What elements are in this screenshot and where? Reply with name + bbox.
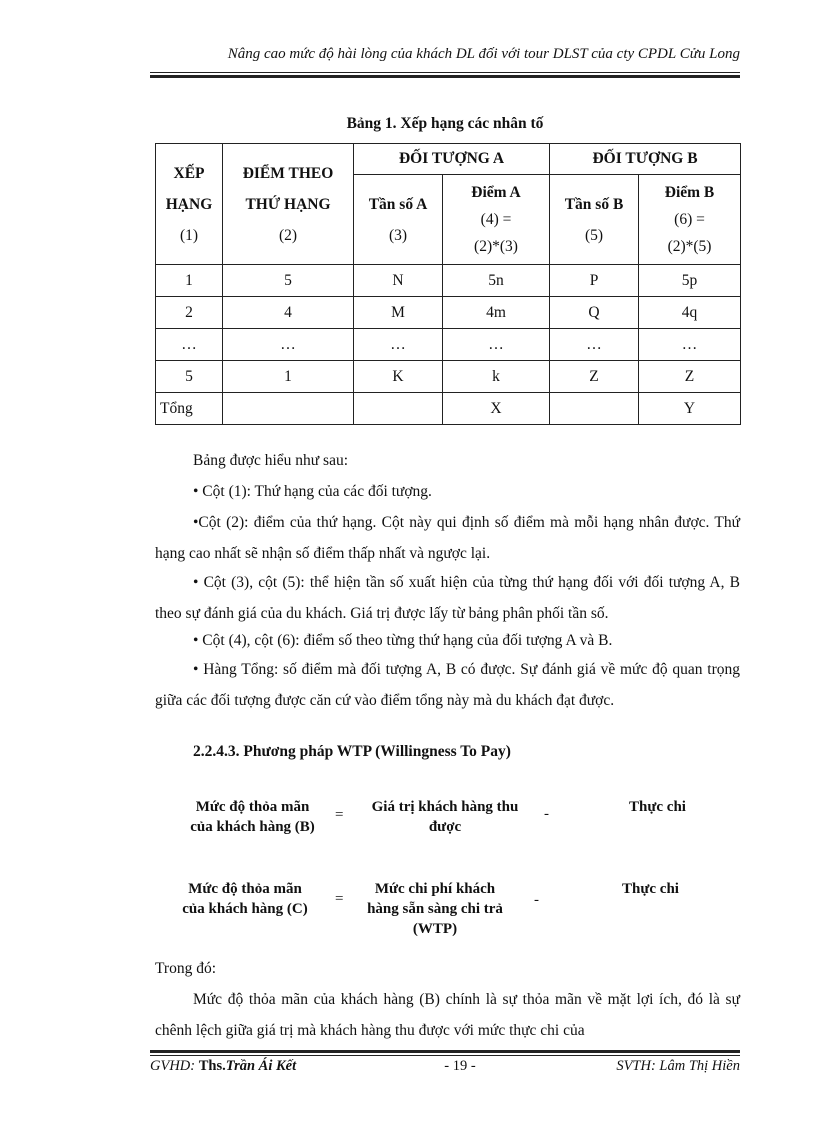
table-row: 5 1 K k Z Z	[156, 361, 741, 393]
formula-b-right: Thực chi	[629, 799, 686, 815]
formula-b-left: Mức độ thỏa mãn của khách hàng (B)	[190, 799, 315, 835]
header-score-a: Điểm A (4) = (2)*(3)	[443, 175, 550, 265]
section-heading-wtp: 2.2.4.3. Phương pháp WTP (Willingness To Pay)	[193, 743, 511, 760]
footer-advisor: GVHD: Ths.Trần Ái Kết	[150, 1058, 297, 1074]
formula-c-minus: -	[534, 892, 539, 908]
header-rank-score: ĐIỂM THEO THỨ HẠNG (2)	[223, 144, 354, 265]
header-rule-thin	[150, 72, 740, 73]
table-caption: Bảng 1. Xếp hạng các nhân tố	[346, 115, 544, 132]
header-group-a: ĐỐI TƯỢNG A	[354, 144, 550, 175]
footer-rule-thin	[150, 1055, 740, 1056]
paragraph-explanation: Mức độ thỏa mãn của khách hàng (B) chính là sự thỏa mãn về mặt lợi ích, đó là sự chênh lệch giữa giá trị mà khách hàng thu được với mức thực chi của	[155, 991, 740, 1039]
table-row-total: Tổng X Y	[156, 393, 741, 425]
header-freq-b: Tần số B (5)	[550, 175, 639, 265]
table-row: … … … … … …	[156, 329, 741, 361]
paragraph-total-row: • Hàng Tổng: số điểm mà đối tượng A, B có được. Sự đánh giá về mức độ quan trọng giữa các đối tượng được căn cứ vào điểm tổng này mà du khách đạt được.	[155, 661, 740, 709]
ranking-table	[155, 143, 741, 425]
formula-c-mid: Mức chi phí khách hàng sẵn sàng chi trả (WTP)	[367, 881, 503, 937]
header-title: Nâng cao mức độ hài lòng của khách DL đối với tour DLST của cty CPDL Cửu Long	[227, 46, 740, 62]
paragraph-intro: Bảng được hiểu như sau:	[193, 452, 348, 469]
paragraph-where: Trong đó:	[155, 960, 217, 977]
formula-b-minus: -	[544, 806, 549, 822]
paragraph-col1: • Cột (1): Thứ hạng của các đối tượng.	[193, 483, 432, 500]
footer-student: SVTH: Lâm Thị Hiền	[616, 1058, 740, 1074]
paragraph-col2: •Cột (2): điểm của thứ hạng. Cột này qui định số điểm mà mỗi hạng nhân được. Thứ hạng cao nhất sẽ nhận số điểm thấp nhất và ngược lại.	[155, 514, 740, 562]
formula-b-equals: =	[335, 807, 344, 823]
paragraph-col4-col6: • Cột (4), cột (6): điểm số theo từng thứ hạng của đối tượng A và B.	[193, 632, 613, 649]
formula-c-equals: =	[335, 891, 344, 907]
formula-b-mid: Giá trị khách hàng thu được	[371, 799, 519, 835]
header-score-b: Điểm B (6) = (2)*(5)	[639, 175, 741, 265]
header-group-b: ĐỐI TƯỢNG B	[550, 144, 741, 175]
page-number: - 19 -	[444, 1058, 476, 1074]
paragraph-col3-col5: • Cột (3), cột (5): thể hiện tần số xuất hiện của từng thứ hạng đối với đối tượng A, B theo sự đánh giá của du khách. Giá trị được lấy từ bảng phân phối tần số.	[155, 574, 740, 622]
header-rank: XẾP HẠNG (1)	[156, 144, 223, 265]
footer-rule-thick	[150, 1050, 740, 1053]
header-freq-a: Tần số A (3)	[354, 175, 443, 265]
table-row: 2 4 M 4m Q 4q	[156, 297, 741, 329]
header-rule-thick	[150, 75, 740, 78]
formula-c-left: Mức độ thỏa mãn của khách hàng (C)	[182, 881, 308, 917]
table-row: 1 5 N 5n P 5p	[156, 265, 741, 297]
formula-c-right: Thực chi	[622, 881, 679, 897]
